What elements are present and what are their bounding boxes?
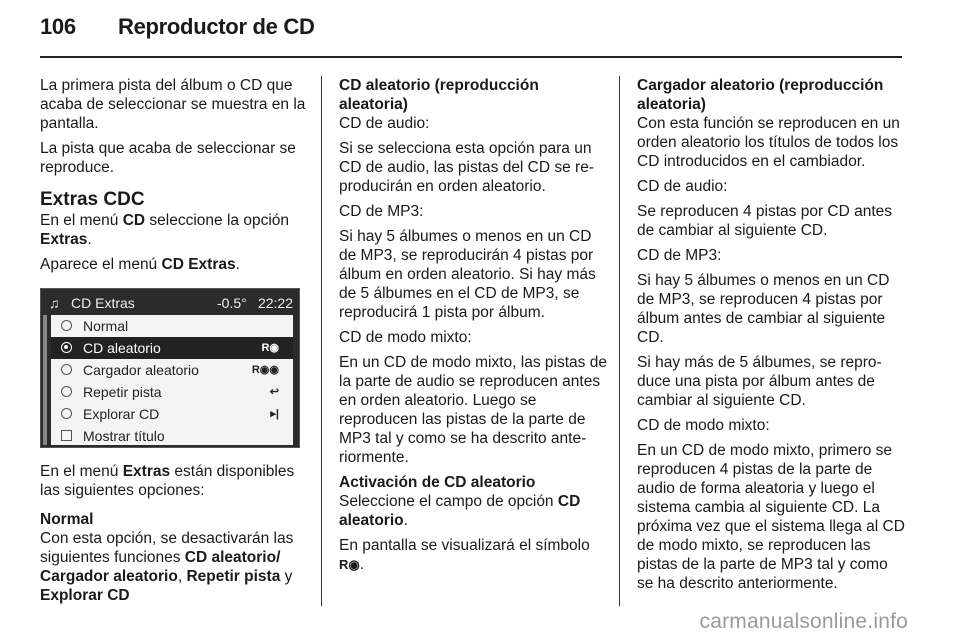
paragraph: Seleccione el campo de opción CD aleatorio. bbox=[339, 493, 581, 529]
random-changer-icon: R◉◉ bbox=[251, 364, 279, 376]
random-cd-icon: R◉ bbox=[339, 557, 360, 572]
paragraph: Se reproducen 4 pistas por CD antes de cambiar al siguiente CD. bbox=[637, 203, 893, 239]
section-heading: Extras CDC bbox=[40, 189, 145, 210]
watermark: carmanualsonline.info bbox=[699, 610, 908, 633]
radio-icon bbox=[61, 386, 72, 397]
paragraph: Aparece el menú CD Extras. bbox=[40, 256, 240, 273]
paragraph: La pista que acaba de seleccionar se reproduce. bbox=[40, 140, 296, 176]
paragraph: Si hay 5 álbumes o menos en un CD de MP3, se reproducirán 4 pistas por álbum en orden aleatorio. Si hay más de 5 álbumes en el CD de MP3, se reproducirá 1 pista por álbum. bbox=[339, 228, 596, 321]
menu-item-cargador-aleatorio: Cargador aleatorio R◉◉ bbox=[51, 359, 293, 381]
radio-icon bbox=[61, 408, 72, 419]
subheading: CD aleatorio (reproducción aleatoria) bbox=[339, 77, 539, 113]
random-cd-icon: R◉ bbox=[261, 342, 279, 354]
header-rule bbox=[40, 56, 902, 58]
menu-item-repetir-pista: Repetir pista ↩ bbox=[51, 381, 293, 403]
paragraph: CD de MP3: bbox=[339, 203, 424, 220]
scan-icon: ▸| bbox=[270, 408, 279, 420]
screen-status-bar bbox=[49, 293, 293, 313]
menu-item-normal: Normal bbox=[51, 315, 293, 337]
repeat-icon: ↩ bbox=[269, 386, 279, 398]
screen-temperature: -0.5° bbox=[217, 295, 247, 311]
paragraph: CD de audio: bbox=[637, 178, 728, 195]
paragraph: En el menú Extras están disponibles las siguientes opciones: bbox=[40, 463, 295, 499]
paragraph: Con esta función se reproducen en un orden aleatorio los títulos de todos los CD introducidos en el cambiador. bbox=[637, 115, 900, 170]
paragraph: En pantalla se visualizará el símbolo R◉. bbox=[339, 537, 590, 573]
column-divider bbox=[321, 76, 322, 606]
screen-title: CD Extras bbox=[71, 295, 135, 311]
paragraph: Si hay 5 álbumes o menos en un CD de MP3, se reproducen 4 pistas por álbum antes de cambiar al siguiente CD. bbox=[637, 272, 890, 346]
radio-icon bbox=[61, 320, 72, 331]
subheading: Activación de CD aleatorio bbox=[339, 474, 536, 491]
subheading: Normal bbox=[40, 511, 94, 528]
paragraph: CD de MP3: bbox=[637, 247, 722, 264]
cd-extras-screen-image bbox=[40, 288, 300, 448]
column-1 bbox=[40, 76, 308, 611]
page-title: Reproductor de CD bbox=[118, 14, 315, 39]
paragraph: CD de modo mixto: bbox=[339, 329, 472, 346]
paragraph: Con esta opción, se desactivarán las siguientes funciones CD aleatorio/ Cargador aleatorio, Repetir pista y Explorar CD bbox=[40, 530, 294, 604]
screen-scrollbar bbox=[43, 315, 47, 445]
paragraph: Si se selecciona esta opción para un CD de audio, las pistas del CD se re-producirán en orden aleatorio. bbox=[339, 140, 595, 195]
paragraph: Si hay más de 5 álbumes, se repro-duce una pista por álbum antes de cambiar al siguiente CD. bbox=[637, 354, 882, 409]
column-2 bbox=[339, 76, 607, 580]
screen-clock: 22:22 bbox=[257, 295, 293, 311]
screen-menu-list bbox=[51, 315, 293, 445]
column-3 bbox=[637, 76, 905, 599]
menu-item-cd-aleatorio: CD aleatorio R◉ bbox=[51, 337, 293, 359]
page-header bbox=[40, 14, 315, 40]
page-number: 106 bbox=[40, 14, 76, 39]
paragraph: En el menú CD seleccione la opción Extras. bbox=[40, 212, 290, 248]
paragraph: CD de modo mixto: bbox=[637, 417, 770, 434]
paragraph: En un CD de modo mixto, las pistas de la parte de audio se reproducen antes en orden aleatorio. Luego se reproducen las pistas de la parte de MP3 tal y como se ha descrito ante-riormente. bbox=[339, 354, 607, 466]
paragraph: En un CD de modo mixto, primero se reproducen 4 pistas de la parte de audio de forma aleatoria y luego el sistema cambia al siguiente CD. La próxima vez que el sistema llega al CD de modo mixto, se reproducen las pistas de la parte de MP3 tal y como se ha descrito anteriormente. bbox=[637, 442, 905, 592]
music-note-icon: ♫ bbox=[49, 295, 60, 311]
paragraph: CD de audio: bbox=[339, 115, 430, 132]
paragraph: La primera pista del álbum o CD que acaba de seleccionar se muestra en la pantalla. bbox=[40, 77, 306, 132]
menu-item-explorar-cd: Explorar CD ▸| bbox=[51, 403, 293, 425]
subheading: Cargador aleatorio (reproducción aleatoria) bbox=[637, 77, 884, 113]
checkbox-icon bbox=[61, 430, 72, 441]
column-divider bbox=[619, 76, 620, 606]
menu-item-mostrar-titulo: Mostrar título bbox=[51, 425, 293, 447]
radio-selected-icon bbox=[61, 342, 72, 353]
radio-icon bbox=[61, 364, 72, 375]
